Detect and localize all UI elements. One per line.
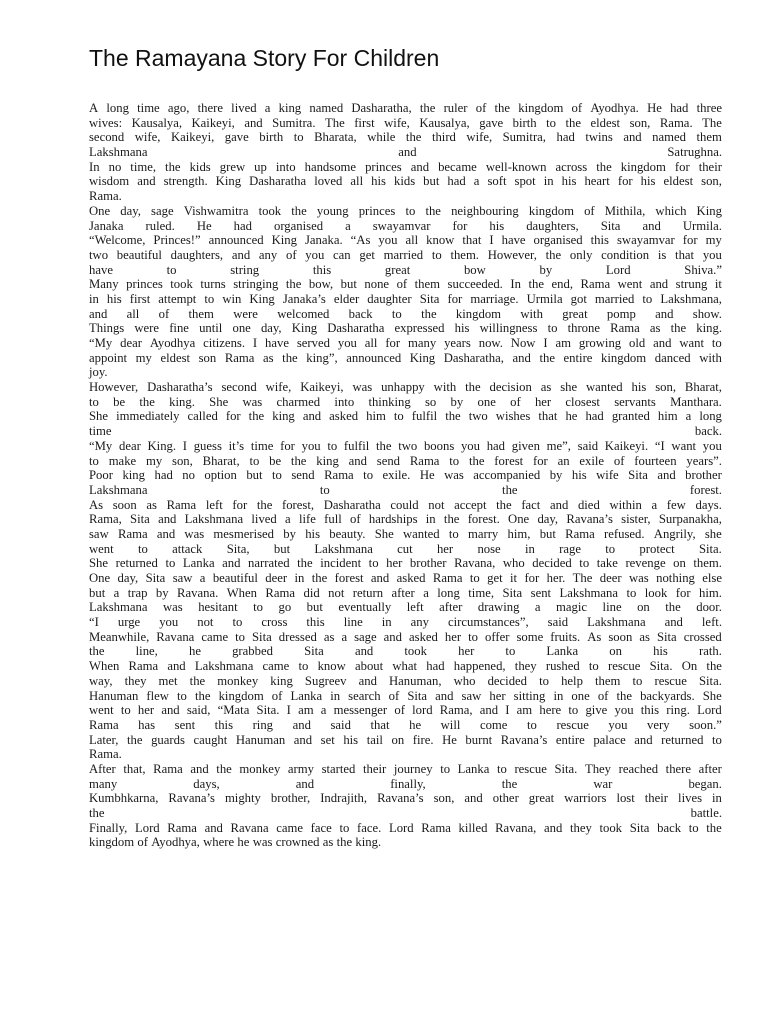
text-line: Things were fine until one day, King Dasharatha expressed his willingness to throne Rama as the king. [89, 321, 722, 336]
text-line: went to her and said, “Mata Sita. I am a messenger of lord Rama, and I am here to give you this ring. Lord [89, 703, 722, 718]
text-line: Rama. [89, 747, 122, 762]
text-line: “I urge you not to cross this line in any circumstances”, said Lakshmana and left. [89, 615, 722, 630]
text-line: saw Rama and was mesmerised by his beauty. She wanted to marry him, but Rama refused. Angrily, she [89, 526, 722, 541]
text-line: but a trap by Ravana. When Rama did not return after a long time, Sita sent Lakshmana to look for him. [89, 585, 722, 600]
text-line: have to string this great bow by Lord Shiva.” [89, 262, 722, 277]
text-line: However, Dasharatha’s second wife, Kaikeyi, was unhappy with the decision as she wanted his son, Bharat, [89, 380, 722, 395]
text-line: many days, and finally, the war began. [89, 776, 722, 791]
text-line: Hanuman flew to the kingdom of Lanka in search of Sita and saw her sitting in one of the backyards. She [89, 688, 722, 703]
text-line: second wife, Kaikeyi, gave birth to Bharata, while the third wife, Sumitra, had twins and named them [89, 130, 722, 145]
text-line: As soon as Rama left for the forest, Dasharatha could not accept the fact and died within a few days. [89, 497, 722, 512]
text-line: After that, Rama and the monkey army started their journey to Lanka to rescue Sita. They reached there after [89, 761, 722, 776]
text-line: Many princes took turns stringing the bow, but none of them succeeded. In the end, Rama went and strung it [89, 277, 722, 292]
text-line: to make my son, Bharat, to be the king and send Rama to the forest for an exile of fourteen years”. [89, 453, 722, 468]
text-line: She returned to Lanka and narrated the incident to her brother Ravana, who decided to take revenge on them. [89, 556, 722, 571]
text-line: the line, he grabbed Sita and took her to Lanka on his rath. [89, 644, 722, 659]
story-body [89, 101, 722, 850]
text-line: Rama, Sita and Lakshmana lived a life full of hardships in the forest. One day, Ravana’s sister, Surpanakha, [89, 512, 722, 527]
text-line: Janaka ruled. He had organised a swayamvar for his daughters, Sita and Urmila. [89, 218, 722, 233]
text-line: two beautiful daughters, and any of you can get married to them. However, the only condition is that you [89, 247, 722, 262]
text-line: “My dear Ayodhya citizens. I have served you all for many years now. Now I am growing old and want to [89, 336, 722, 350]
text-line: “My dear King. I guess it’s time for you to fulfil the two boons you had given me”, said Kaikeyi. “I want you [89, 438, 722, 453]
text-line: way, they met the monkey king Sugreev and Hanuman, who decided to help them to rescue Sita. [89, 673, 722, 688]
text-line: Kumbhkarna, Ravana’s mighty brother, Indrajith, Ravana’s son, and other great warriors lost their lives in [89, 791, 722, 806]
text-line: When Rama and Lakshmana came to know about what had happened, they rushed to rescue Sita. On the [89, 659, 722, 674]
text-line: Rama. [89, 189, 122, 204]
text-line: Lakshmana to the forest. [89, 482, 722, 497]
text-line: wisdom and strength. King Dasharatha loved all his kids but had a soft spot in his heart for his eldest son, [89, 174, 722, 189]
text-line: to be the king. She was charmed into thinking so by one of her closest servants Manthara. [89, 394, 722, 409]
text-line: appoint my eldest son Rama as the king”, announced King Dasharatha, and the entire kingdom danced with [89, 350, 722, 365]
text-line: One day, Sita saw a beautiful deer in the forest and asked Rama to get it for her. The deer was nothing else [89, 571, 722, 585]
text-line: Lakshmana was hesitant to go but eventually left after drawing a magic line on the door. [89, 600, 722, 615]
text-line: Lakshmana and Satrughna. [89, 145, 722, 160]
text-line: One day, sage Vishwamitra took the young princes to the neighbouring kingdom of Mithila, which King [89, 203, 722, 218]
text-line: “Welcome, Princes!” announced King Janaka. “As you all know that I have organised this swayamvar for my [89, 233, 722, 248]
text-line: Finally, Lord Rama and Ravana came face to face. Lord Rama killed Ravana, and they took Sita back to the [89, 820, 722, 835]
text-line: A long time ago, there lived a king named Dasharatha, the ruler of the kingdom of Ayodhya. He had three [89, 101, 722, 115]
text-line: went to attack Sita, but Lakshmana cut her nose in rage to protect Sita. [89, 541, 722, 556]
document-title: The Ramayana Story For Children [89, 45, 440, 71]
text-line: and all of them were welcomed back to the kingdom with great pomp and show. [89, 306, 722, 321]
text-line: Poor king had no option but to send Rama to exile. He was accompanied by his wife Sita and brother [89, 468, 722, 483]
text-line: Meanwhile, Ravana came to Sita dressed as a sage and asked her to offer some fruits. As soon as Sita crossed [89, 629, 722, 644]
text-line: She immediately called for the king and asked him to fulfil the two wishes that he had granted him a long [89, 409, 722, 424]
text-line: In no time, the kids grew up into handsome princes and became well-known across the kingdom for their [89, 159, 722, 174]
text-line: wives: Kausalya, Kaikeyi, and Sumitra. The first wife, Kausalya, gave birth to the eldest son, Rama. The [89, 115, 722, 130]
text-line: time back. [89, 424, 722, 439]
text-line: in his first attempt to win King Janaka’s elder daughter Sita for marriage. Urmila got married to Lakshmana, [89, 291, 722, 306]
text-line: Later, the guards caught Hanuman and set his tail on fire. He burnt Ravana’s entire palace and returned to [89, 732, 722, 747]
text-line: Rama has sent this ring and said that he will come to rescue you very soon.” [89, 717, 722, 732]
text-line: kingdom of Ayodhya, where he was crowned as the king. [89, 835, 382, 850]
text-line: the battle. [89, 806, 722, 820]
text-line: joy. [89, 365, 108, 380]
